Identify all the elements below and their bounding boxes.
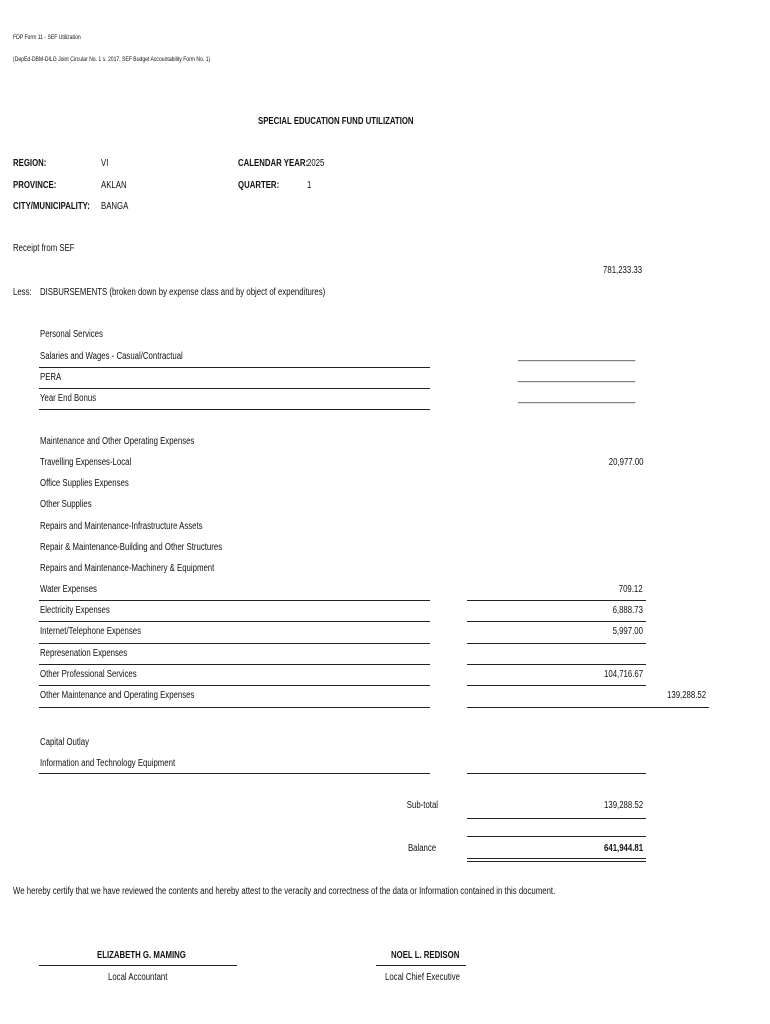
mooe-row-line <box>467 685 646 686</box>
co-row-line <box>467 773 646 774</box>
mooe-total-line <box>467 707 709 708</box>
mooe-item-value: 20,977.00 <box>608 457 643 468</box>
mooe-row-line <box>467 621 646 622</box>
mooe-row-line <box>39 643 430 644</box>
mooe-row-line <box>467 600 646 601</box>
balance-top-line <box>467 836 646 837</box>
balance-double-underline <box>467 858 646 862</box>
mooe-heading: Maintenance and Other Operating Expenses <box>40 436 195 447</box>
ps-item-value: ___________________________ <box>517 351 635 362</box>
co-row-line <box>39 773 430 774</box>
signatory-title: Local Accountant <box>108 972 168 983</box>
mooe-row-line <box>39 685 430 686</box>
ps-item-value: ___________________________ <box>517 393 635 404</box>
signatory-name: NOEL L. REDISON <box>391 950 460 961</box>
mooe-item-label: Repair & Maintenance-Building and Other Structures <box>40 542 223 553</box>
ps-item-underline <box>39 409 430 410</box>
receipt-label: Receipt from SEF <box>13 243 75 254</box>
subtotal-label: Sub-total <box>406 800 438 811</box>
ps-item-value: ___________________________ <box>517 372 635 383</box>
co-item-label: Information and Technology Equipment <box>40 758 176 769</box>
city-label: CITY/MUNICIPALITY: <box>13 201 90 212</box>
province-label: PROVINCE: <box>13 180 57 191</box>
circular-reference: (DepEd-DBM-DILG Joint Circular No. 1 s. 2017, SEF Budget Accountability Form No. 1) <box>13 56 211 63</box>
receipt-amount: 781,233.33 <box>602 265 642 276</box>
quarter-value: 1 <box>307 180 312 191</box>
quarter-label: QUARTER: <box>238 180 280 191</box>
signatory-title: Local Chief Executive <box>385 972 461 983</box>
less-label: Less: <box>13 287 32 298</box>
region-label: REGION: <box>13 158 47 169</box>
mooe-item-label: Water Expenses <box>40 584 97 595</box>
mooe-total: 139,288.52 <box>666 690 706 701</box>
mooe-item-label: Repairs and Maintenance-Infrastructure Assets <box>40 521 203 532</box>
disbursements-heading: DISBURSEMENTS (broken down by expense class and by object of expenditures) <box>40 287 326 298</box>
mooe-row-line <box>467 664 646 665</box>
mooe-item-label: Other Professional Services <box>40 669 137 680</box>
year-value: 2025 <box>307 158 325 169</box>
ps-item-label: Year End Bonus <box>40 393 97 404</box>
page-title: SPECIAL EDUCATION FUND UTILIZATION <box>258 116 414 127</box>
mooe-item-label: Electricity Expenses <box>40 605 110 616</box>
mooe-item-value: 6,888.73 <box>612 605 643 616</box>
mooe-row-line <box>467 643 646 644</box>
balance-label: Balance <box>407 843 436 854</box>
mooe-item-label: Represenation Expenses <box>40 648 128 659</box>
ps-item-underline <box>39 367 430 368</box>
region-value: VI <box>101 158 109 169</box>
signature-line <box>39 965 237 966</box>
year-label: CALENDAR YEAR: <box>238 158 309 169</box>
mooe-row-line <box>39 621 430 622</box>
ps-item-label: Salaries and Wages - Casual/Contractual <box>40 351 183 362</box>
mooe-item-label: Other Maintenance and Operating Expenses <box>40 690 195 701</box>
signature-line <box>376 965 466 966</box>
subtotal-amount: 139,288.52 <box>603 800 643 811</box>
city-value: BANGA <box>101 201 129 212</box>
mooe-row-line <box>39 664 430 665</box>
balance-amount: 641,944.81 <box>603 843 643 854</box>
mooe-row-line <box>39 707 430 708</box>
form-id: FDP Form 11 - SEF Utilization <box>13 34 81 41</box>
mooe-item-label: Repairs and Maintenance-Machinery & Equipment <box>40 563 215 574</box>
mooe-item-label: Internet/Telephone Expenses <box>40 626 142 637</box>
province-value: AKLAN <box>101 180 127 191</box>
signatory-name: ELIZABETH G. MAMING <box>97 950 186 961</box>
certification-text: We hereby certify that we have reviewed the contents and hereby attest to the veracity and correctness of the data or Information contained in this document. <box>13 886 556 897</box>
mooe-item-value: 104,716.67 <box>603 669 643 680</box>
ps-item-underline <box>39 388 430 389</box>
mooe-row-line <box>39 600 430 601</box>
ps-item-label: PERA <box>40 372 62 383</box>
mooe-item-value: 5,997.00 <box>612 626 643 637</box>
subtotal-line <box>467 818 646 819</box>
capital-outlay-heading: Capital Outlay <box>40 737 89 748</box>
mooe-item-value: 709.12 <box>619 584 643 595</box>
mooe-item-label: Office Supplies Expenses <box>40 478 129 489</box>
personal-services-heading: Personal Services <box>40 329 103 340</box>
mooe-item-label: Travelling Expenses-Local <box>40 457 132 468</box>
mooe-item-label: Other Supplies <box>40 499 92 510</box>
